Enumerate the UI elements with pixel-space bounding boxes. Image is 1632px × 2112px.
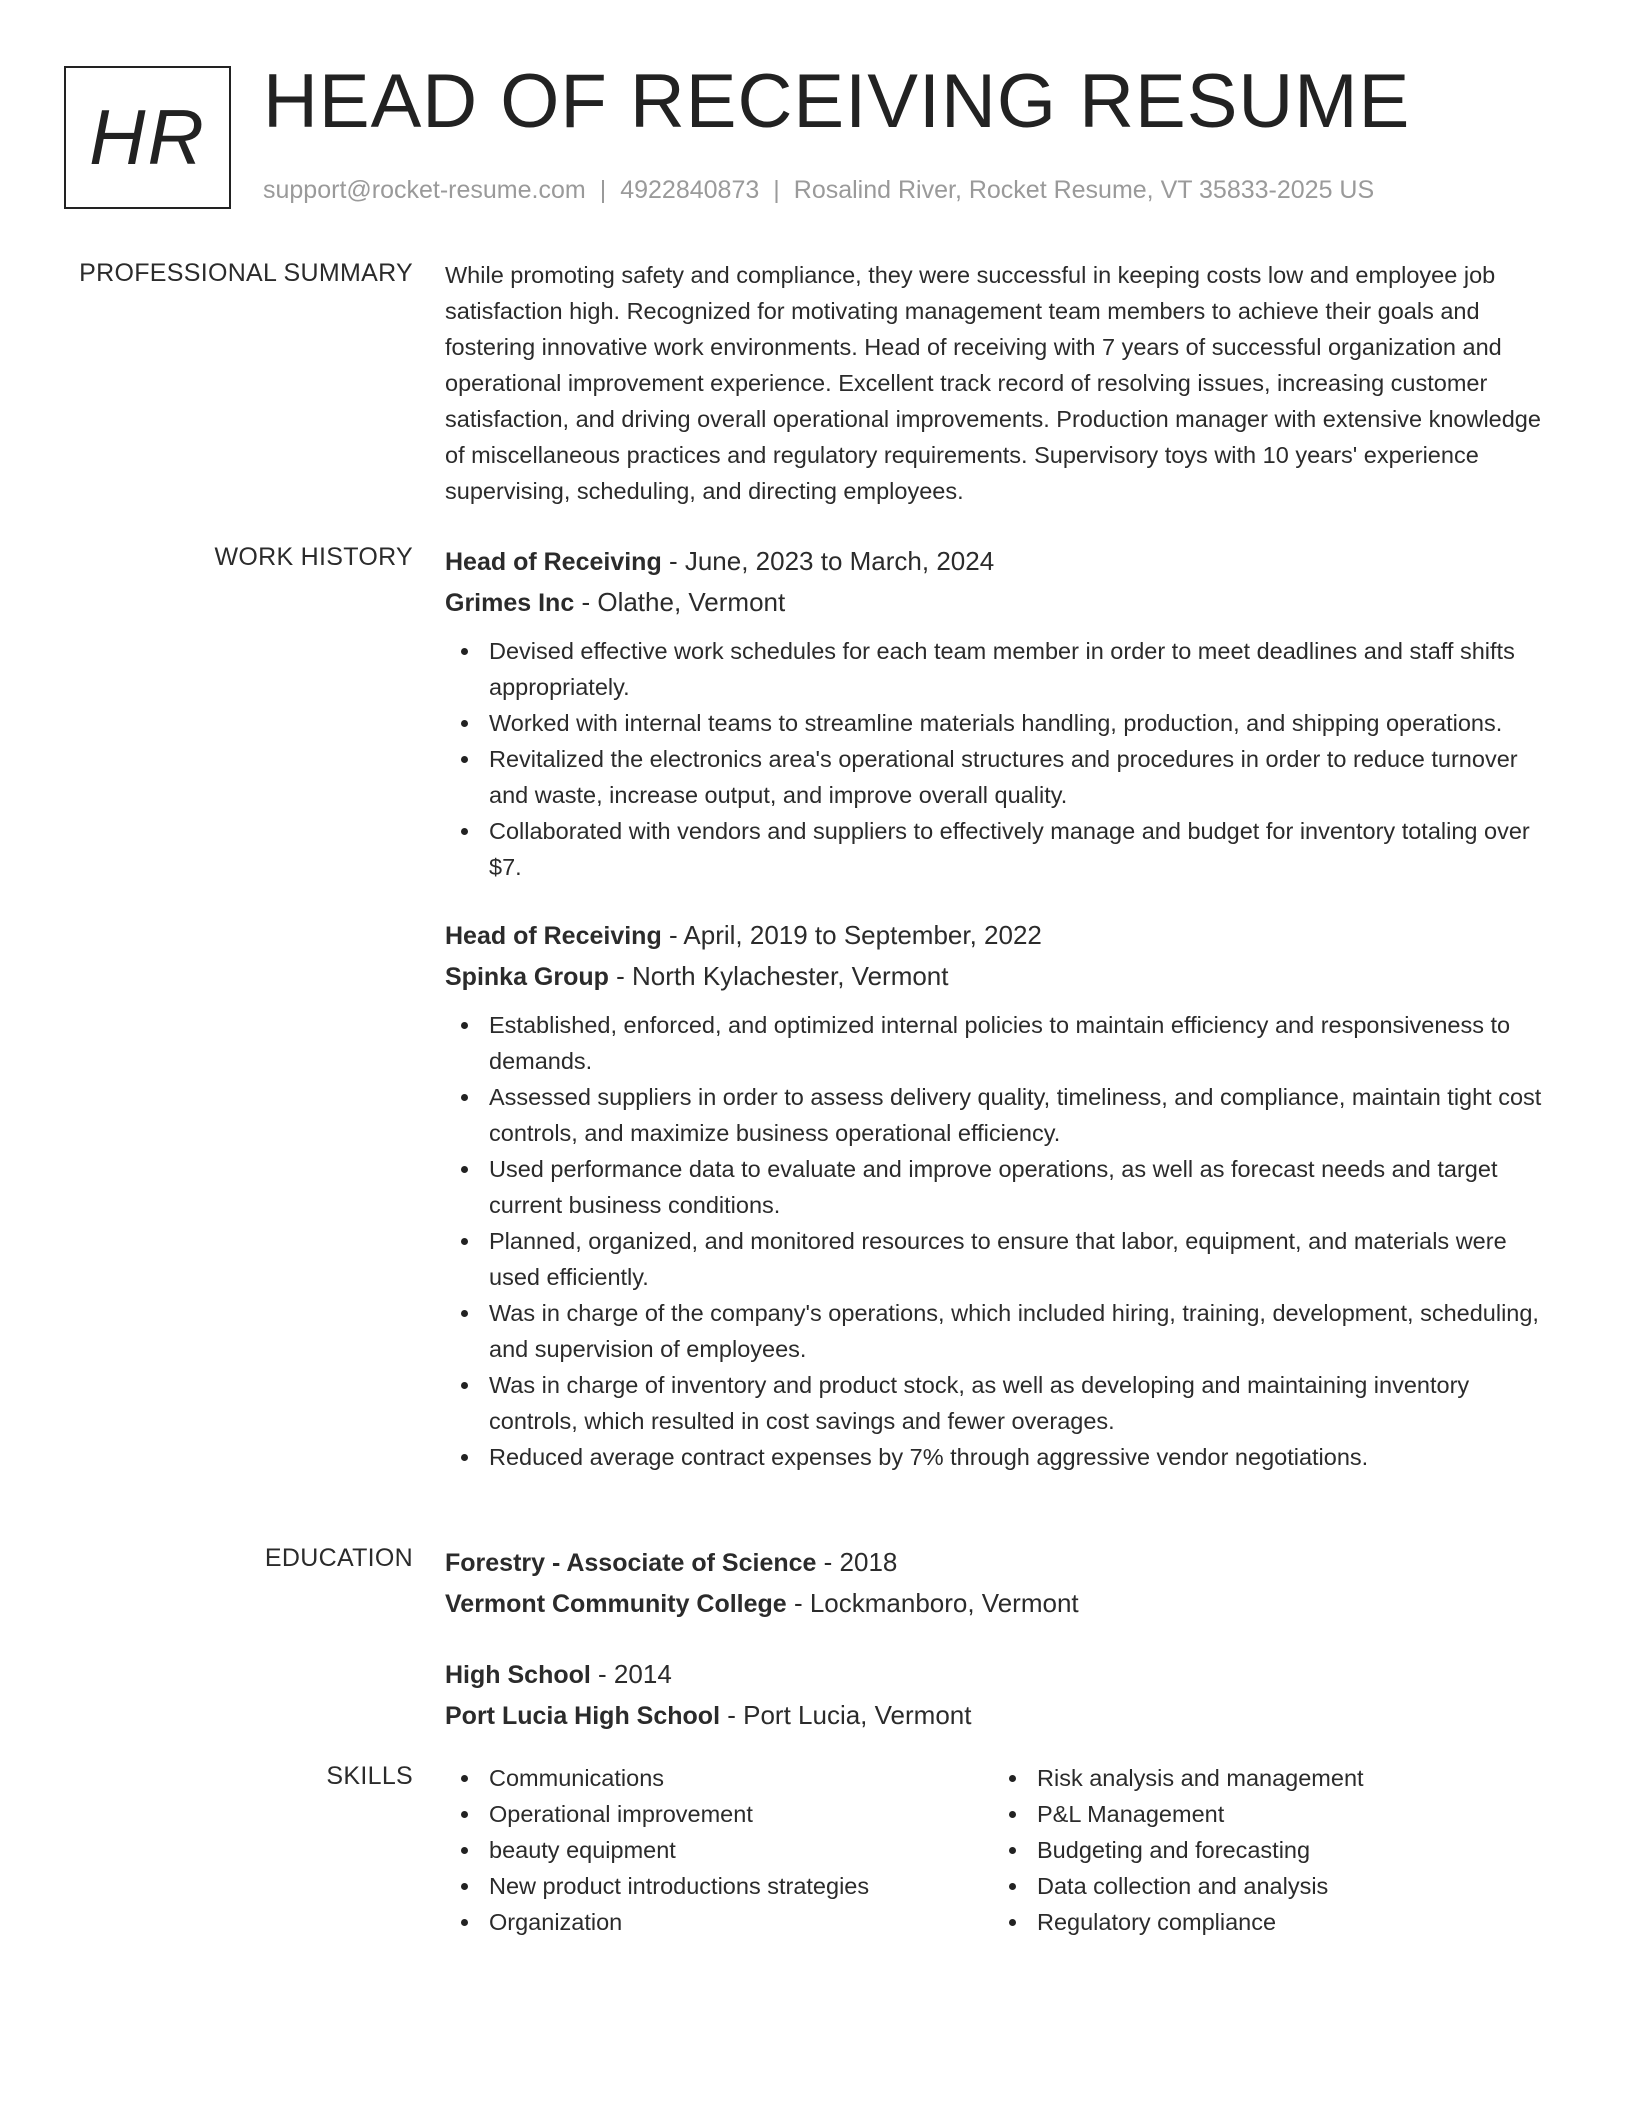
job-bullet: Planned, organized, and monitored resources to ensure that labor, equipment, and materials were used efficiently. xyxy=(445,1223,1557,1295)
education-school-line xyxy=(445,1583,1557,1624)
monogram-box xyxy=(64,66,231,209)
job-entry xyxy=(445,915,1557,1475)
skill-item: Regulatory compliance xyxy=(993,1904,1541,1940)
skill-item: Data collection and analysis xyxy=(993,1868,1541,1904)
job-title: Head of Receiving xyxy=(445,548,662,576)
section-label-education: EDUCATION xyxy=(264,1544,413,1572)
skill-item: Budgeting and forecasting xyxy=(993,1832,1541,1868)
education-location: - Lockmanboro, Vermont xyxy=(786,1588,1079,1618)
monogram-initials: HR xyxy=(89,93,206,181)
job-bullet: Was in charge of the company's operations, which included hiring, training, development, scheduling, and supervision of employees. xyxy=(445,1295,1557,1367)
job-bullet: Reduced average contract expenses by 7% through aggressive vendor negotiations. xyxy=(445,1439,1557,1475)
skill-item: Communications xyxy=(445,1760,993,1796)
job-bullet: Used performance data to evaluate and improve operations, as well as forecast needs and target current business conditions. xyxy=(445,1151,1557,1223)
job-bullet: Devised effective work schedules for each team member in order to meet deadlines and staff shifts appropriately. xyxy=(445,633,1557,705)
section-label-summary: PROFESSIONAL SUMMARY xyxy=(79,259,413,287)
education-degree-line xyxy=(445,1654,1557,1695)
summary-text: While promoting safety and compliance, they were successful in keeping costs low and employee job satisfaction high. Recognized for motivating management team members to achieve their goals and fostering innovative work environments. Head of receiving with 7 years of successful organization and operational improvement experience. Excellent track record of resolving issues, increasing customer satisfaction, and driving overall operational improvements. Production manager with extensive knowledge of miscellaneous practices and regulatory requirements. Supervisory toys with 10 years' experience supervising, scheduling, and directing employees. xyxy=(445,262,1541,504)
job-bullets xyxy=(445,633,1557,885)
job-bullet: Was in charge of inventory and product stock, as well as developing and maintaining inventory controls, which resulted in cost savings and fewer overages. xyxy=(445,1367,1557,1439)
education-year: - 2018 xyxy=(816,1547,898,1577)
job-title-line xyxy=(445,541,1557,582)
job-company-line xyxy=(445,582,1557,623)
contact-email: support@rocket-resume.com xyxy=(263,176,586,204)
job-bullet: Worked with internal teams to streamline materials handling, production, and shipping operations. xyxy=(445,705,1557,741)
contact-separator: | xyxy=(773,176,780,204)
skill-item: New product introductions strategies xyxy=(445,1868,993,1904)
education-school: Vermont Community College xyxy=(445,1590,787,1618)
contact-phone: 4922840873 xyxy=(620,176,760,204)
skill-item: Risk analysis and management xyxy=(993,1760,1541,1796)
job-bullets xyxy=(445,1007,1557,1475)
education-degree: Forestry - Associate of Science xyxy=(445,1549,817,1577)
job-bullet: Established, enforced, and optimized internal policies to maintain efficiency and responsiveness to demands. xyxy=(445,1007,1557,1079)
job-title-line xyxy=(445,915,1557,956)
education-school-line xyxy=(445,1695,1557,1736)
job-company: Grimes Inc xyxy=(445,589,575,617)
page-title: HEAD OF RECEIVING RESUME xyxy=(263,59,1411,144)
section-label-work: WORK HISTORY xyxy=(214,543,413,571)
contact-address: Rosalind River, Rocket Resume, VT 35833-2025 US xyxy=(793,176,1375,204)
education-degree-line xyxy=(445,1542,1557,1583)
education-location: - Port Lucia, Vermont xyxy=(720,1700,972,1730)
job-location: - North Kylachester, Vermont xyxy=(608,961,949,991)
job-location: - Olathe, Vermont xyxy=(574,587,786,617)
education-year: - 2014 xyxy=(590,1659,672,1689)
education-school: Port Lucia High School xyxy=(445,1702,721,1730)
work-history-body xyxy=(445,541,1557,1475)
education-body xyxy=(445,1542,1557,1736)
job-company-line xyxy=(445,956,1557,997)
job-bullet: Collaborated with vendors and suppliers to effectively manage and budget for inventory totaling over $7. xyxy=(445,813,1557,885)
job-entry xyxy=(445,541,1557,885)
education-entry xyxy=(445,1654,1557,1736)
skills-list-right xyxy=(993,1760,1541,1940)
job-dates: - June, 2023 to March, 2024 xyxy=(661,546,995,576)
skills-columns xyxy=(445,1760,1557,1940)
contact-separator: | xyxy=(599,176,607,204)
job-title: Head of Receiving xyxy=(445,922,662,950)
skill-item: Operational improvement xyxy=(445,1796,993,1832)
contact-line xyxy=(263,176,1374,205)
job-company: Spinka Group xyxy=(445,963,609,991)
section-label-skills: SKILLS xyxy=(326,1762,413,1790)
summary-body xyxy=(445,257,1557,509)
skill-item: beauty equipment xyxy=(445,1832,993,1868)
skill-item: P&L Management xyxy=(993,1796,1541,1832)
job-bullet: Revitalized the electronics area's operational structures and procedures in order to reduce turnover and waste, increase output, and improve overall quality. xyxy=(445,741,1557,813)
skills-list-left xyxy=(445,1760,993,1940)
job-bullet: Assessed suppliers in order to assess delivery quality, timeliness, and compliance, maintain tight cost controls, and maximize business operational efficiency. xyxy=(445,1079,1557,1151)
skills-body xyxy=(445,1760,1557,1940)
job-dates: - April, 2019 to September, 2022 xyxy=(661,920,1042,950)
education-degree: High School xyxy=(445,1661,591,1689)
education-entry xyxy=(445,1542,1557,1624)
skill-item: Organization xyxy=(445,1904,993,1940)
